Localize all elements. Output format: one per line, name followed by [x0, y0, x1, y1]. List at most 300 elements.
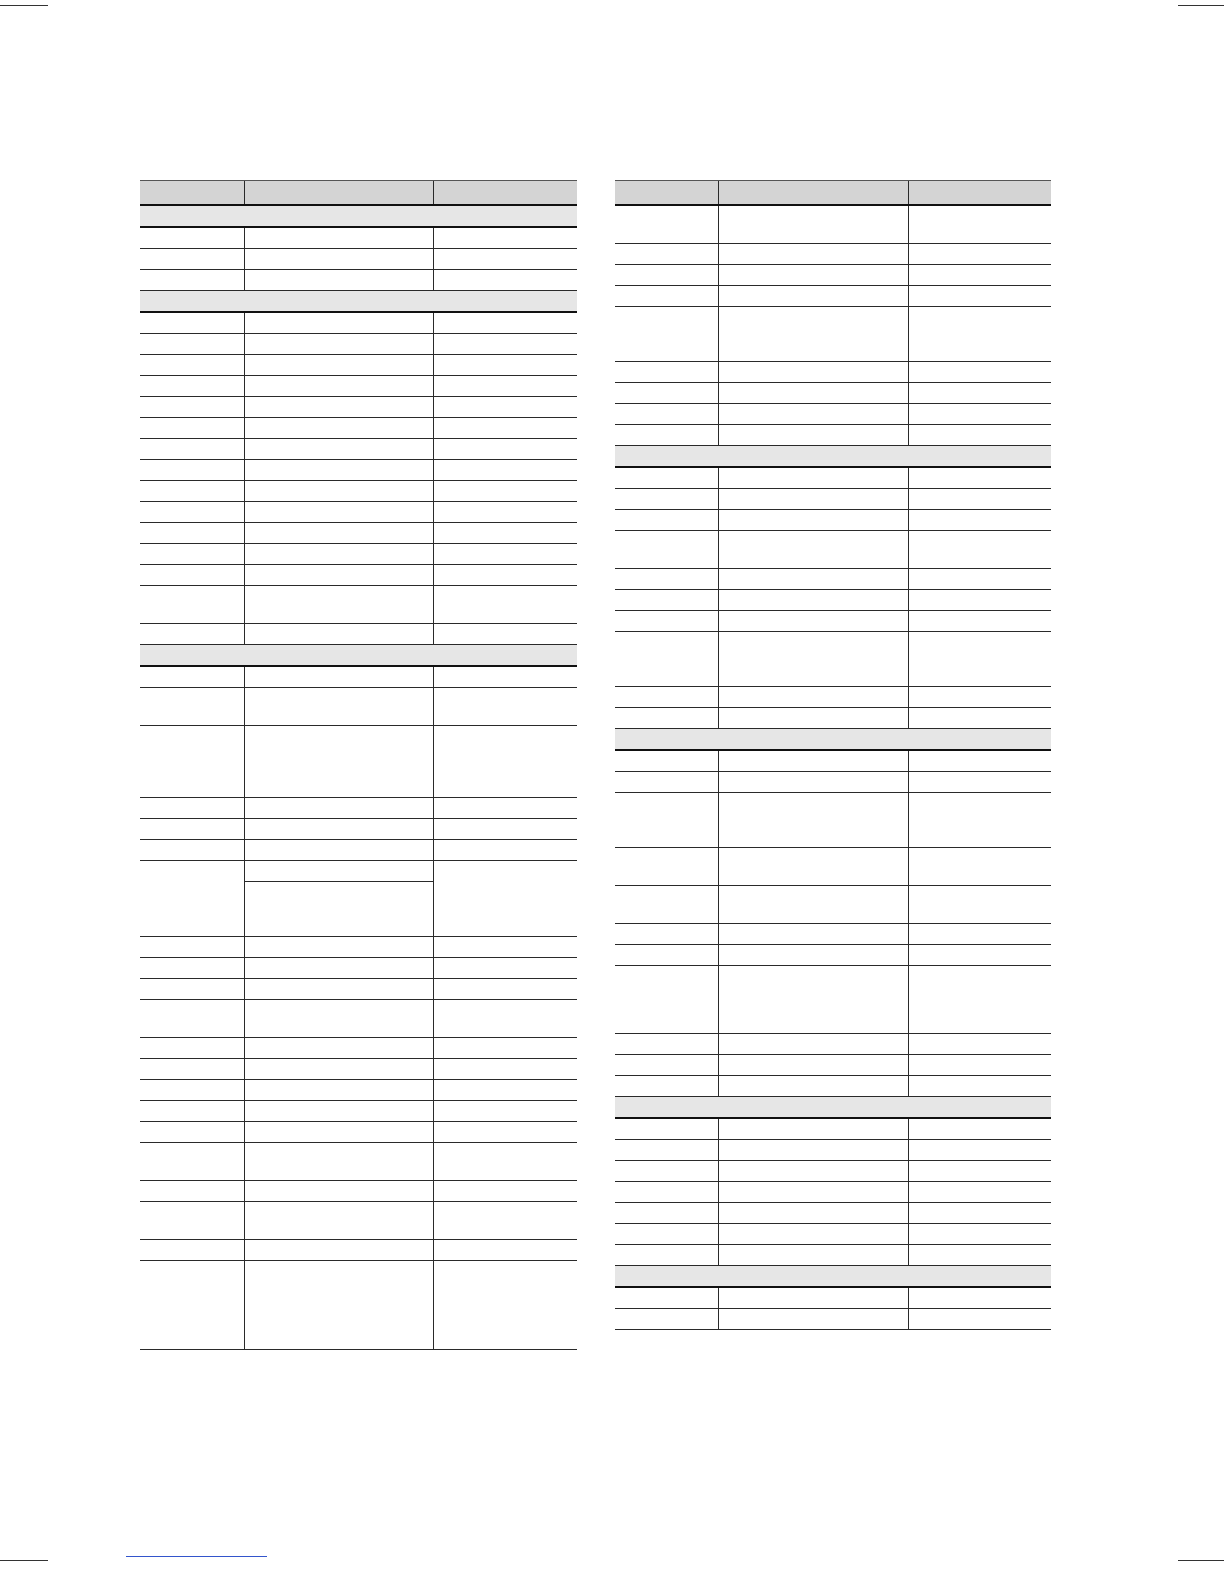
table-cell-2 [244, 249, 433, 269]
table-row [140, 249, 577, 270]
table-cell-1 [140, 481, 244, 501]
table-cell-1 [140, 958, 244, 978]
table-row [615, 1245, 1051, 1266]
table-row [140, 1240, 577, 1261]
header-cell-2 [718, 181, 908, 204]
table-cell-3 [433, 1038, 577, 1058]
table-cell-1 [140, 565, 244, 585]
table-cell-1 [615, 1161, 718, 1181]
table-cell-2 [718, 1288, 908, 1308]
table-cell-1 [615, 687, 718, 707]
table-cell-3 [908, 848, 1051, 885]
table-cell-1 [140, 1101, 244, 1121]
table-cell-3 [433, 249, 577, 269]
table-row [140, 481, 577, 502]
merged-cell-divider [245, 881, 433, 882]
table-cell-1 [140, 460, 244, 480]
table-cell-1 [140, 819, 244, 839]
table-cell-2 [244, 270, 433, 290]
table-cell-3 [433, 1261, 577, 1349]
table-cell-2 [718, 1203, 908, 1223]
table-cell-1 [615, 1076, 718, 1096]
table-cell-1 [615, 848, 718, 885]
table-cell-3 [433, 624, 577, 644]
table-cell-2 [718, 611, 908, 631]
table-cell-1 [615, 966, 718, 1033]
table-cell-2 [244, 1143, 433, 1180]
table-cell-2 [718, 1309, 908, 1329]
table-row [140, 840, 577, 861]
table-cell-2 [244, 355, 433, 375]
table-row [615, 924, 1051, 945]
table-cell-3 [908, 590, 1051, 610]
table-cell-3 [433, 376, 577, 396]
right-table [615, 180, 1051, 1330]
table-row [615, 611, 1051, 632]
table-cell-2 [718, 286, 908, 306]
table-row [140, 1101, 577, 1122]
table-row [140, 958, 577, 979]
table-cell-3 [433, 460, 577, 480]
table-cell-3 [433, 1059, 577, 1079]
table-row [615, 687, 1051, 708]
table-row [615, 206, 1051, 244]
table-cell-2 [244, 688, 433, 725]
table-cell-3 [433, 523, 577, 543]
table-cell-2 [718, 708, 908, 728]
table-row [615, 1055, 1051, 1076]
table-cell-2 [244, 861, 433, 936]
table-row [140, 861, 577, 937]
table-cell-2 [718, 1034, 908, 1054]
table-cell-1 [140, 861, 244, 936]
table-cell-2 [718, 383, 908, 403]
table-cell-2 [244, 1202, 433, 1239]
table-cell-3 [908, 468, 1051, 488]
table-cell-1 [140, 1143, 244, 1180]
table-cell-3 [433, 502, 577, 522]
table-cell-2 [718, 1119, 908, 1139]
section-header-row [615, 446, 1051, 468]
table-cell-1 [615, 590, 718, 610]
table-cell-3 [433, 334, 577, 354]
table-row [615, 848, 1051, 886]
table-cell-1 [615, 468, 718, 488]
table-cell-2 [718, 793, 908, 847]
table-cell-2 [244, 624, 433, 644]
table-cell-1 [140, 249, 244, 269]
table-row [140, 586, 577, 624]
table-cell-1 [615, 1288, 718, 1308]
header-cell-1 [140, 181, 244, 204]
table-cell-2 [718, 1076, 908, 1096]
table-cell-1 [615, 611, 718, 631]
table-cell-2 [718, 569, 908, 589]
table-row [615, 1119, 1051, 1140]
table-row [140, 418, 577, 439]
table-cell-2 [244, 228, 433, 248]
table-row [140, 565, 577, 586]
table-cell-3 [433, 840, 577, 860]
table-row [140, 502, 577, 523]
table-cell-3 [908, 244, 1051, 264]
table-cell-1 [615, 265, 718, 285]
table-cell-1 [140, 1122, 244, 1142]
table-cell-1 [615, 708, 718, 728]
table-row [615, 362, 1051, 383]
table-row [615, 404, 1051, 425]
table-cell-1 [140, 502, 244, 522]
crop-mark-bottom-right [1178, 1560, 1224, 1561]
table-cell-1 [140, 376, 244, 396]
table-cell-2 [244, 819, 433, 839]
table-row [140, 270, 577, 291]
table-row [615, 1076, 1051, 1097]
table-cell-1 [615, 286, 718, 306]
table-cell-2 [718, 924, 908, 944]
table-cell-2 [718, 687, 908, 707]
table-cell-2 [244, 418, 433, 438]
table-cell-1 [615, 1182, 718, 1202]
table-cell-2 [244, 1122, 433, 1142]
table-cell-2 [244, 726, 433, 797]
table-cell-3 [908, 1076, 1051, 1096]
table-cell-3 [908, 611, 1051, 631]
table-cell-3 [908, 362, 1051, 382]
table-cell-2 [244, 460, 433, 480]
table-cell-1 [140, 544, 244, 564]
table-cell-3 [433, 355, 577, 375]
table-row [615, 708, 1051, 729]
table-cell-3 [908, 1309, 1051, 1329]
table-cell-1 [615, 1224, 718, 1244]
table-cell-1 [140, 397, 244, 417]
table-cell-2 [244, 481, 433, 501]
table-cell-1 [140, 688, 244, 725]
table-cell-3 [433, 586, 577, 623]
table-cell-3 [908, 708, 1051, 728]
table-cell-2 [718, 404, 908, 424]
table-cell-3 [908, 1161, 1051, 1181]
table-cell-1 [615, 945, 718, 965]
table-cell-3 [433, 565, 577, 585]
table-cell-1 [140, 1202, 244, 1239]
table-cell-3 [433, 1240, 577, 1260]
table-row [140, 334, 577, 355]
table-cell-3 [908, 772, 1051, 792]
table-cell-2 [718, 489, 908, 509]
table-cell-3 [908, 1203, 1051, 1223]
table-cell-3 [908, 265, 1051, 285]
table-cell-2 [244, 334, 433, 354]
footer-link[interactable] [126, 1556, 267, 1557]
table-row [615, 510, 1051, 531]
table-row [615, 1203, 1051, 1224]
table-cell-1 [140, 1000, 244, 1037]
table-cell-3 [433, 439, 577, 459]
table-cell-3 [908, 793, 1051, 847]
table-cell-3 [908, 489, 1051, 509]
section-header-row [140, 206, 577, 228]
table-cell-3 [908, 687, 1051, 707]
table-cell-1 [615, 489, 718, 509]
table-cell-2 [718, 848, 908, 885]
table-cell-3 [433, 1101, 577, 1121]
table-row [140, 1122, 577, 1143]
crop-mark-top-right [1178, 5, 1224, 6]
table-row [140, 1143, 577, 1181]
table-row [140, 667, 577, 688]
table-cell-1 [615, 924, 718, 944]
table-cell-1 [615, 793, 718, 847]
crop-mark-bottom-left [0, 1560, 48, 1561]
table-cell-1 [140, 979, 244, 999]
table-row [615, 531, 1051, 569]
table-cell-2 [718, 1182, 908, 1202]
table-row [140, 1000, 577, 1038]
table-cell-2 [244, 565, 433, 585]
table-cell-2 [244, 1261, 433, 1349]
table-cell-3 [433, 397, 577, 417]
table-cell-2 [244, 586, 433, 623]
table-cell-1 [615, 404, 718, 424]
table-cell-3 [908, 531, 1051, 568]
table-cell-3 [908, 945, 1051, 965]
table-cell-2 [718, 531, 908, 568]
table-cell-1 [140, 726, 244, 797]
table-row [140, 1059, 577, 1080]
table-cell-2 [718, 206, 908, 243]
section-header-row [140, 645, 577, 667]
table-row [140, 228, 577, 249]
table-row [140, 376, 577, 397]
table-row [615, 425, 1051, 446]
table-cell-1 [615, 1034, 718, 1054]
table-cell-2 [244, 439, 433, 459]
table-cell-3 [908, 404, 1051, 424]
table-row [140, 624, 577, 645]
table-cell-2 [244, 544, 433, 564]
table-row [615, 244, 1051, 265]
table-cell-3 [908, 1034, 1051, 1054]
table-cell-2 [718, 886, 908, 923]
table-cell-2 [244, 937, 433, 957]
table-cell-2 [718, 1055, 908, 1075]
table-cell-2 [244, 313, 433, 333]
table-cell-2 [718, 632, 908, 686]
table-cell-1 [615, 510, 718, 530]
table-row [140, 937, 577, 958]
table-cell-3 [908, 307, 1051, 361]
table-cell-2 [718, 945, 908, 965]
table-cell-3 [908, 206, 1051, 243]
table-cell-1 [140, 523, 244, 543]
table-cell-2 [244, 1080, 433, 1100]
table-cell-2 [718, 966, 908, 1033]
table-cell-1 [140, 1181, 244, 1201]
table-cell-3 [908, 966, 1051, 1033]
table-cell-3 [433, 979, 577, 999]
header-cell-2 [244, 181, 433, 204]
table-row [615, 772, 1051, 793]
table-cell-1 [140, 228, 244, 248]
table-cell-3 [433, 726, 577, 797]
table-cell-2 [718, 1224, 908, 1244]
table-cell-3 [433, 798, 577, 818]
table-cell-3 [908, 751, 1051, 771]
table-row [615, 1309, 1051, 1330]
table-cell-3 [433, 1181, 577, 1201]
table-cell-2 [718, 307, 908, 361]
table-row [140, 313, 577, 334]
table-row [140, 355, 577, 376]
table-row [615, 886, 1051, 924]
table-cell-2 [718, 1245, 908, 1265]
table-row [140, 798, 577, 819]
table-cell-1 [140, 937, 244, 957]
table-cell-3 [908, 1182, 1051, 1202]
table-row [140, 1038, 577, 1059]
table-row [140, 819, 577, 840]
table-cell-1 [615, 1203, 718, 1223]
table-cell-1 [140, 1080, 244, 1100]
table-cell-2 [244, 502, 433, 522]
table-row [615, 1288, 1051, 1309]
table-cell-3 [433, 544, 577, 564]
table-cell-3 [433, 1080, 577, 1100]
table-row [615, 569, 1051, 590]
table-cell-3 [433, 270, 577, 290]
table-cell-3 [908, 425, 1051, 445]
table-cell-1 [615, 362, 718, 382]
table-cell-2 [718, 244, 908, 264]
table-row [140, 544, 577, 565]
table-cell-1 [615, 1245, 718, 1265]
table-row [615, 1182, 1051, 1203]
table-cell-1 [140, 334, 244, 354]
table-cell-1 [615, 751, 718, 771]
table-cell-2 [718, 772, 908, 792]
table-cell-2 [244, 376, 433, 396]
table-cell-2 [718, 510, 908, 530]
table-row [140, 460, 577, 481]
table-cell-3 [908, 1140, 1051, 1160]
table-cell-2 [244, 397, 433, 417]
table-cell-1 [615, 244, 718, 264]
table-row [615, 383, 1051, 404]
section-header-row [615, 1097, 1051, 1119]
table-row [615, 1034, 1051, 1055]
table-cell-2 [244, 1000, 433, 1037]
table-cell-3 [908, 510, 1051, 530]
table-cell-1 [140, 586, 244, 623]
table-cell-2 [244, 798, 433, 818]
table-cell-1 [615, 307, 718, 361]
table-row [615, 751, 1051, 772]
table-row [140, 1080, 577, 1101]
table-row [140, 1202, 577, 1240]
table-cell-3 [433, 313, 577, 333]
table-cell-3 [433, 958, 577, 978]
table-row [615, 265, 1051, 286]
table-cell-3 [433, 688, 577, 725]
table-row [615, 945, 1051, 966]
table-row [615, 468, 1051, 489]
table-cell-1 [140, 1261, 244, 1349]
table-cell-1 [615, 425, 718, 445]
table-cell-3 [908, 569, 1051, 589]
table-cell-3 [433, 861, 577, 936]
table-cell-3 [908, 1245, 1051, 1265]
table-row [140, 523, 577, 544]
table-cell-1 [140, 355, 244, 375]
table-cell-1 [140, 270, 244, 290]
table-cell-1 [615, 632, 718, 686]
table-cell-2 [718, 590, 908, 610]
table-cell-3 [908, 1055, 1051, 1075]
table-cell-2 [718, 425, 908, 445]
table-cell-1 [615, 1309, 718, 1329]
table-row [615, 1224, 1051, 1245]
table-row [140, 688, 577, 726]
table-row [140, 439, 577, 460]
table-cell-3 [908, 1224, 1051, 1244]
table-cell-2 [244, 958, 433, 978]
table-cell-2 [718, 1161, 908, 1181]
table-cell-1 [140, 840, 244, 860]
table-cell-3 [433, 418, 577, 438]
table-cell-2 [244, 1101, 433, 1121]
table-cell-1 [140, 313, 244, 333]
table-row [615, 489, 1051, 510]
table-cell-3 [433, 481, 577, 501]
table-row [615, 1161, 1051, 1182]
section-header-row [140, 291, 577, 313]
table-row [615, 632, 1051, 687]
header-cell-1 [615, 181, 718, 204]
table-row [140, 397, 577, 418]
table-cell-2 [718, 265, 908, 285]
table-cell-1 [615, 1140, 718, 1160]
table-cell-2 [244, 1059, 433, 1079]
table-row [140, 726, 577, 798]
table-cell-3 [908, 383, 1051, 403]
table-row [140, 1181, 577, 1202]
table-cell-1 [140, 624, 244, 644]
table-cell-2 [244, 667, 433, 687]
table-cell-1 [140, 439, 244, 459]
table-header-row [140, 180, 577, 206]
table-row [615, 966, 1051, 1034]
table-cell-3 [908, 1288, 1051, 1308]
crop-mark-top-left [0, 5, 48, 6]
table-cell-1 [140, 1059, 244, 1079]
table-cell-1 [615, 1119, 718, 1139]
header-cell-3 [908, 181, 1051, 204]
table-cell-2 [718, 362, 908, 382]
table-cell-3 [433, 937, 577, 957]
table-cell-2 [718, 751, 908, 771]
table-cell-1 [615, 772, 718, 792]
table-cell-2 [244, 1240, 433, 1260]
table-cell-1 [615, 206, 718, 243]
table-cell-1 [615, 886, 718, 923]
table-header-row [615, 180, 1051, 206]
table-cell-1 [615, 569, 718, 589]
table-cell-1 [615, 1055, 718, 1075]
table-cell-2 [718, 1140, 908, 1160]
header-cell-3 [433, 181, 577, 204]
